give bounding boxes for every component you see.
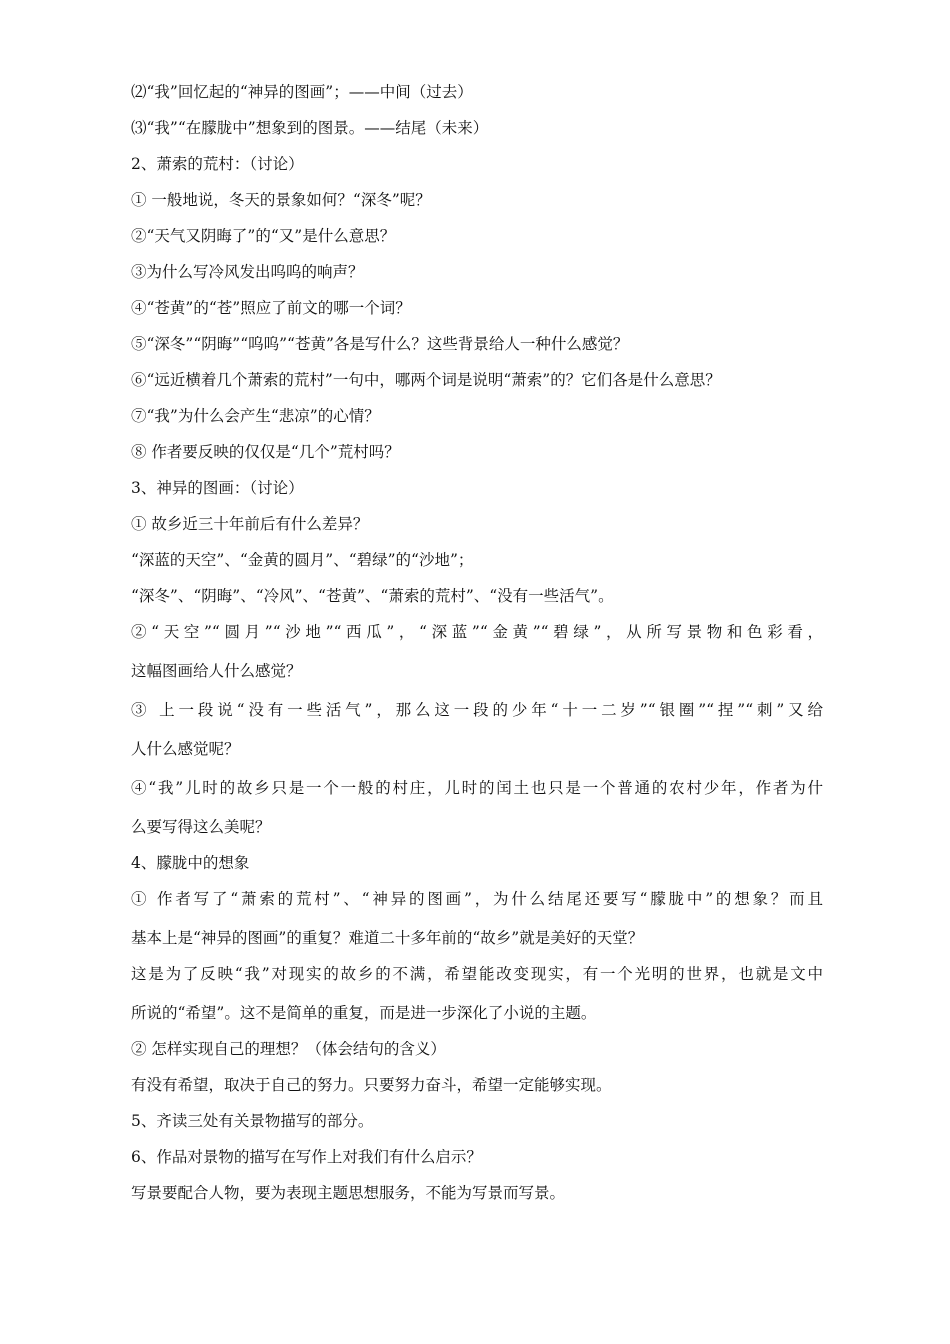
section-heading-2: 2、萧索的荒村：（讨论） [131,155,304,173]
question-2-4: ④“苍黄”的“苍”照应了前文的哪一个词？ [131,299,411,317]
question-2-3: ③为什么写冷风发出呜呜的响声？ [131,263,364,281]
answer-4-1: 这是为了反映“我”对现实的故乡的不满，希望能改变现实，有一个光明的世界，也就是文中 [131,965,823,983]
section-heading-4: 4、朦胧中的想象 [131,854,250,872]
outline-item-ending: ⑶“我”“在朦胧中”想象到的图景。——结尾（未来） [131,119,489,137]
answer-3-1-present: “深冬”、“阴晦”、“冷风”、“苍黄”、“萧索的荒村”、“没有一些活气”。 [131,587,614,605]
section-heading-5: 5、齐读三处有关景物描写的部分。 [131,1112,374,1130]
answer-6: 写景要配合人物，要为表现主题思想服务，不能为写景而写景。 [131,1184,566,1202]
question-2-5: ⑤“深冬”“阴晦”“呜呜”“苍黄”各是写什么？这些背景给人一种什么感觉？ [131,335,629,353]
question-2-1: ① 一般地说，冬天的景象如何？“深冬”呢？ [131,191,431,209]
question-4-1-cont: 基本上是“神异的图画”的重复？难道二十多年前的“故乡”就是美好的天堂？ [131,929,644,947]
question-3-1: ① 故乡近三十年前后有什么差异？ [131,515,369,533]
answer-4-2: 有没有希望，取决于自己的努力。只要努力奋斗，希望一定能够实现。 [131,1076,612,1094]
section-heading-3: 3、神异的图画：（讨论） [131,479,304,497]
question-2-7: ⑦“我”为什么会产生“悲凉”的心情？ [131,407,380,425]
outline-item-middle: ⑵“我”回忆起的“神异的图画”；——中间（过去） [131,83,473,101]
question-3-3: ③ 上一段说“没有一些活气”，那么这一段的少年“十一二岁”“银圈”“捏”“刺”又给 [131,701,823,719]
question-4-1: ① 作者写了“萧索的荒村”、“神异的图画”，为什么结尾还要写“朦胧中”的想象？而且 [131,890,823,908]
answer-3-1-past: “深蓝的天空”、“金黄的圆月”、“碧绿”的“沙地”； [131,551,474,569]
question-3-4: ④“我”儿时的故乡只是一个一般的村庄，儿时的闰土也只是一个普通的农村少年，作者为什 [131,779,823,797]
question-2-8: ⑧ 作者要反映的仅仅是“几个”荒村吗？ [131,443,400,461]
question-4-2: ② 怎样实现自己的理想？（体会结句的含义） [131,1040,446,1058]
question-2-6: ⑥“远近横着几个萧索的荒村”一句中，哪两个词是说明“萧索”的？它们各是什么意思？ [131,371,721,389]
question-3-4-cont: 么要写得这么美呢？ [131,818,271,836]
question-2-2: ②“天气又阴晦了”的“又”是什么意思？ [131,227,396,245]
question-3-3-cont: 人什么感觉呢？ [131,740,240,758]
section-heading-6: 6、作品对景物的描写在写作上对我们有什么启示？ [131,1148,482,1166]
question-3-2-cont: 这幅图画给人什么感觉？ [131,662,302,680]
answer-4-1-cont: 所说的“希望”。这不是简单的重复，而是进一步深化了小说的主题。 [131,1004,597,1022]
question-3-2: ②“天空”“圆月”“沙地”“西瓜”，“深蓝”“金黄”“碧绿”，从所写景物和色彩看， [131,623,823,641]
